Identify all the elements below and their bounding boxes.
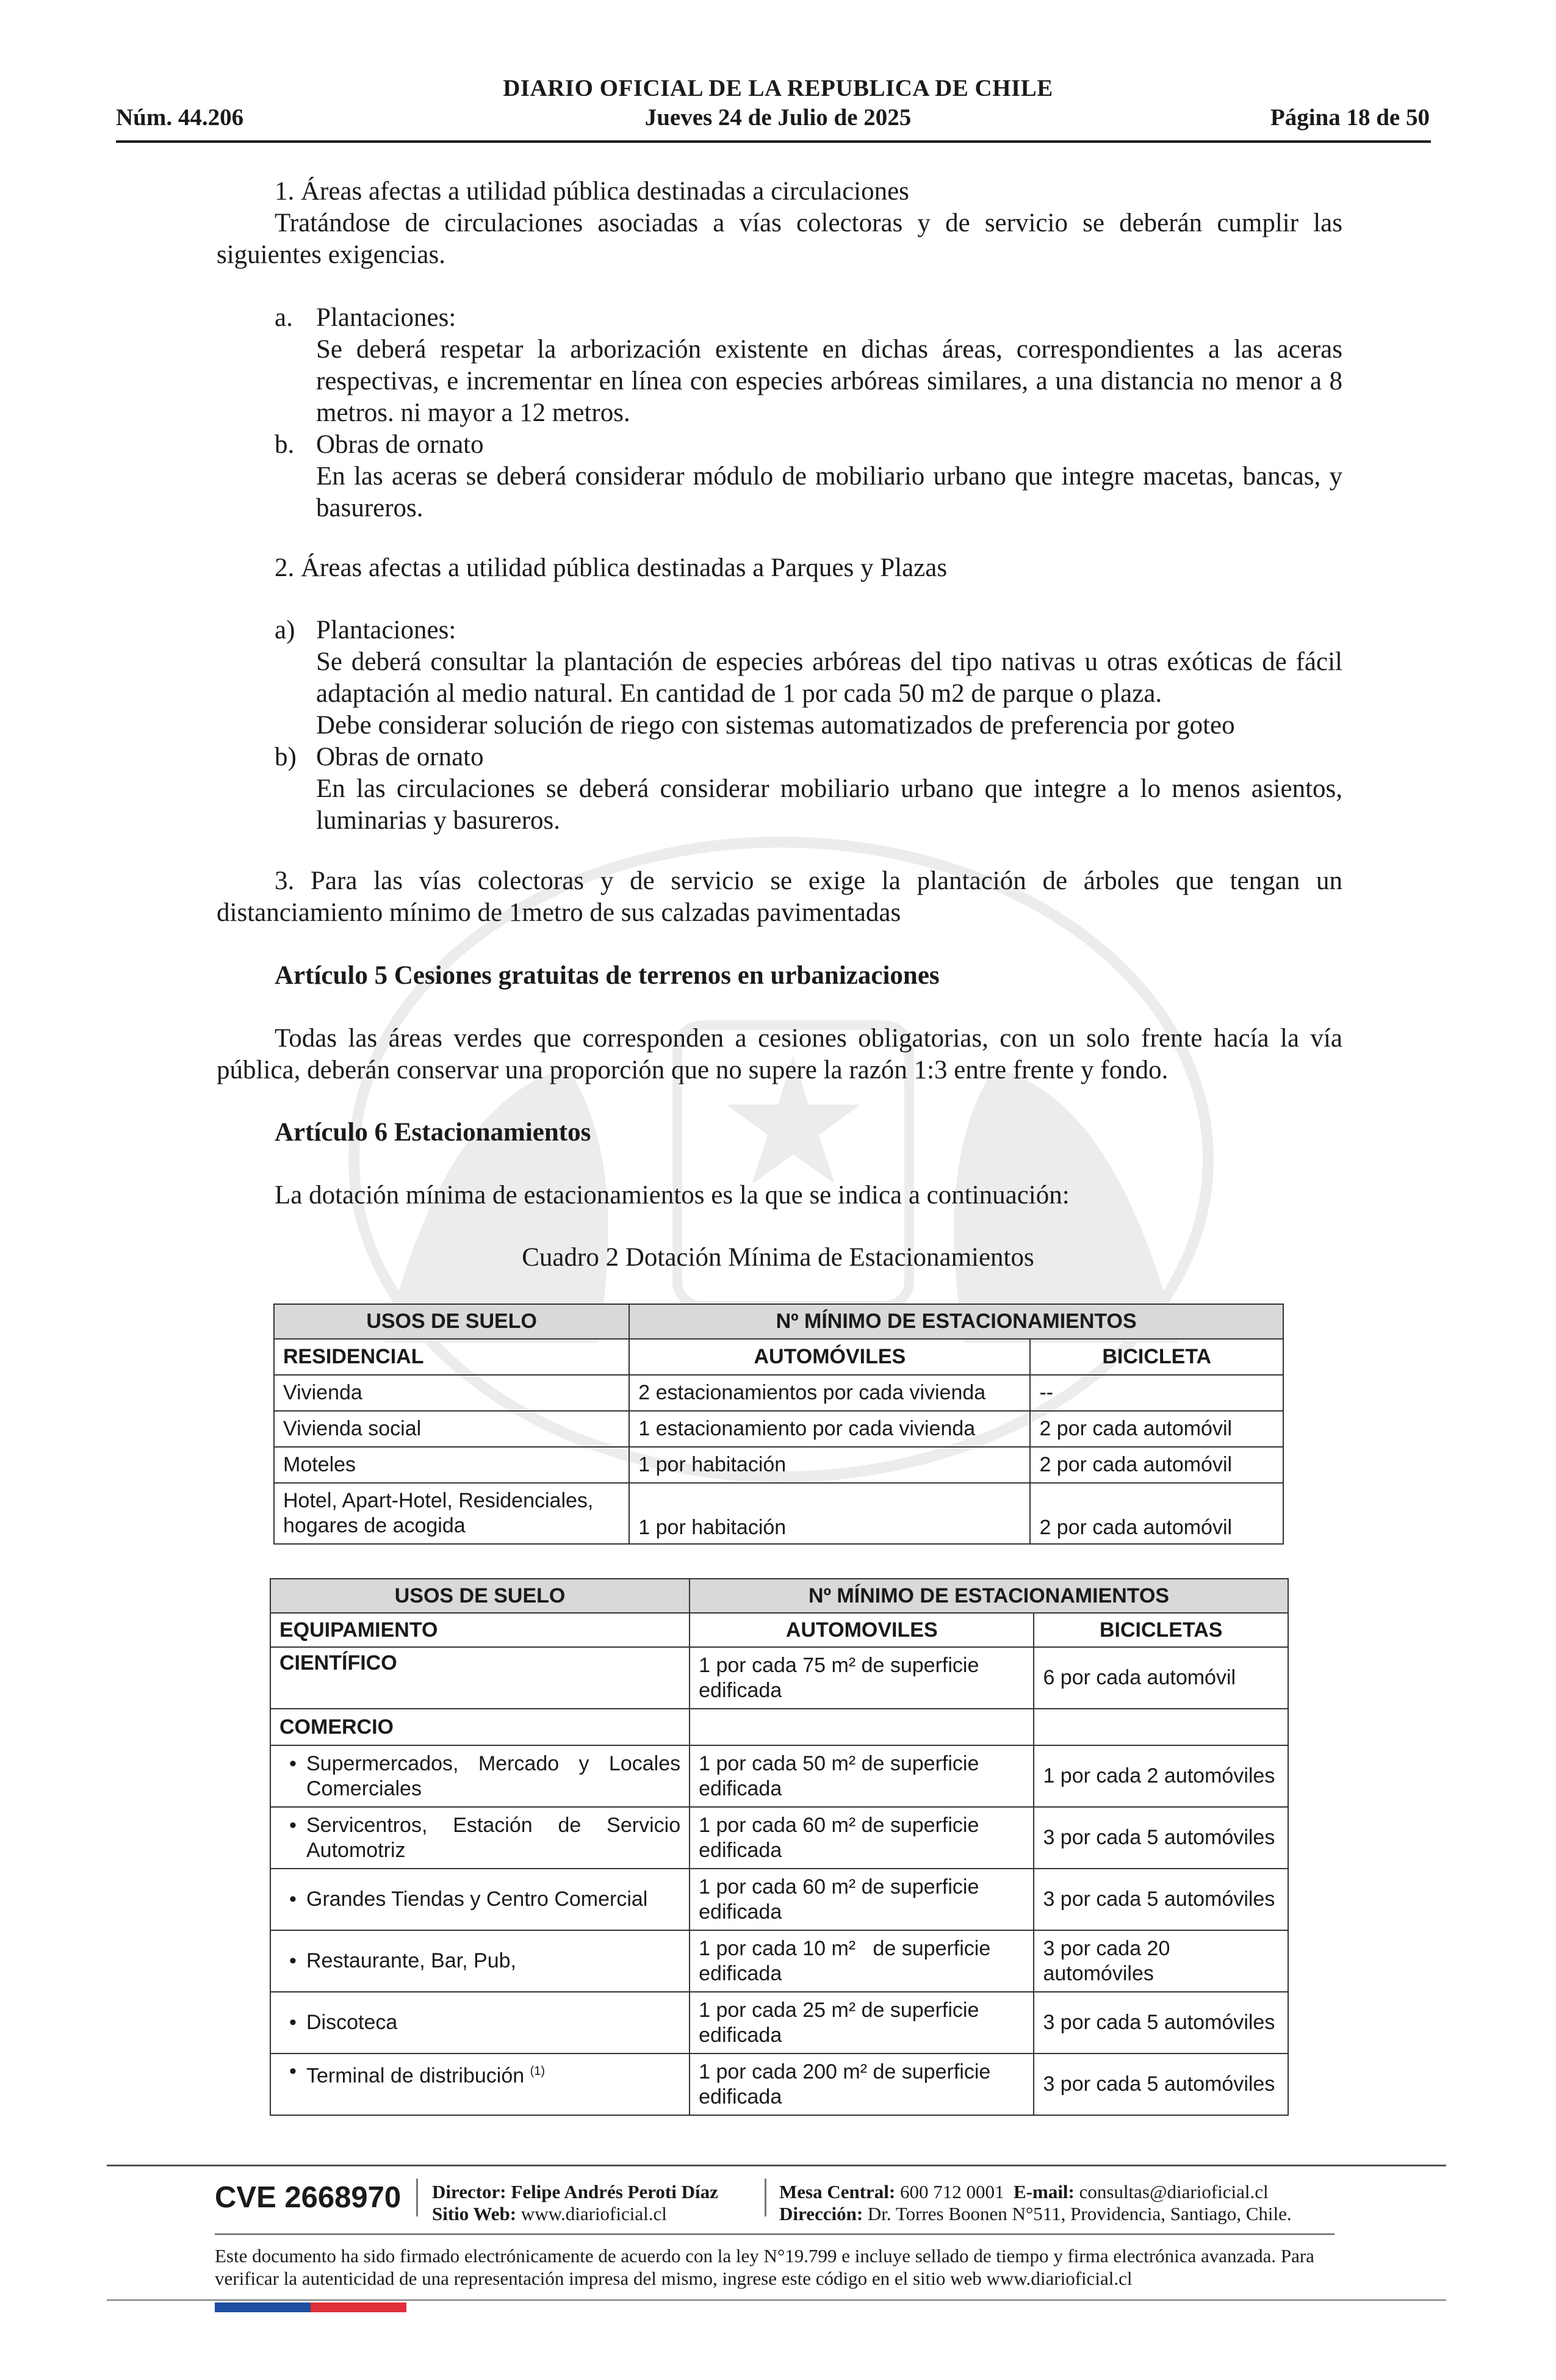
use-cell: [270, 1745, 690, 1807]
bullet-icon: •: [289, 1949, 297, 1972]
list-item-text: En las circulaciones se deberá considerar mobiliario urbano que integre a lo menos asientos, luminarias y basureros.: [316, 774, 1342, 835]
cve-code: CVE 2668970: [215, 2181, 402, 2214]
table-row: [270, 1869, 1288, 1930]
footnote-marker: (1): [530, 2064, 546, 2078]
issue-number: Núm. 44.206: [116, 104, 244, 131]
phone-label: Mesa Central:: [779, 2181, 896, 2202]
newspaper-title: DIARIO OFICIAL DE LA REPUBLICA DE CHILE: [503, 75, 1053, 101]
equipment-parking-table: [270, 1578, 1289, 2116]
phone-number: 600 712 0001: [900, 2181, 1004, 2202]
auto-cell: 1 por cada 60 m² de superficie edificada: [690, 1807, 1034, 1869]
site-link[interactable]: www.diarioficial.cl: [520, 2203, 667, 2224]
use-label: Discoteca: [306, 2011, 398, 2034]
auto-cell: 1 por cada 50 m² de superficie edificada: [690, 1745, 1034, 1807]
list-item: [275, 615, 1342, 741]
bullet-icon: •: [289, 1751, 297, 1775]
use-cell: [270, 1992, 690, 2054]
auto-cell: 1 por cada 75 m² de superficie edificada: [690, 1647, 1034, 1709]
bike-cell: 3 por cada 5 automóviles: [1034, 1869, 1288, 1930]
list-marker: a.: [275, 303, 293, 332]
subheader-cell: BICICLETA: [1030, 1339, 1283, 1375]
list-item-title: Obras de ornato: [316, 430, 484, 459]
footer-divider: [215, 2234, 1334, 2235]
article5-text: Todas las áreas verdes que corresponden a cesiones obligatorias, con un solo frente hacía la vía pública, deberán conservar una proporción que no supere la razón 1:3 entre frente y fondo.: [217, 1024, 1342, 1084]
director-label: Director:: [432, 2181, 506, 2202]
bullet-icon: •: [289, 2060, 297, 2083]
article6-text: La dotación mínima de estacionamientos es la que se indica a continuación:: [275, 1181, 1070, 1210]
section3-text: 3. Para las vías colectoras y de servicio se exige la plantación de árboles que tengan un distanciamiento mínimo de 1metro de sus calzadas pavimentadas: [217, 867, 1342, 927]
auto-cell: 1 por cada 60 m² de superficie edificada: [690, 1869, 1034, 1930]
article5-heading: Artículo 5 Cesiones gratuitas de terrenos en urbanizaciones: [275, 961, 940, 990]
auto-cell: 1 por cada 25 m² de superficie edificada: [690, 1992, 1034, 2054]
site-label: Sitio Web:: [432, 2203, 517, 2224]
flag-bar-blue: [215, 2302, 311, 2312]
residential-parking-table: [273, 1304, 1284, 1545]
bullet-icon: •: [289, 1813, 297, 1837]
table-row: [274, 1447, 1283, 1483]
section2-heading: 2. Áreas afectas a utilidad pública destinadas a Parques y Plazas: [275, 554, 948, 582]
use-cell: CIENTÍFICO: [270, 1647, 690, 1709]
subheader-cell: RESIDENCIAL: [274, 1339, 629, 1375]
use-cell: [270, 1869, 690, 1930]
auto-cell: 1 por cada 200 m² de superficie edificada: [690, 2054, 1034, 2115]
use-label: Terminal de distribución: [306, 2064, 525, 2088]
bullet-icon: •: [289, 2011, 297, 2034]
use-cell: Vivienda social: [274, 1411, 629, 1447]
table-row: [274, 1375, 1283, 1411]
footer-separator: [416, 2179, 418, 2216]
list-item-title: Plantaciones:: [316, 303, 456, 332]
address-label: Dirección:: [779, 2203, 863, 2224]
list-item: [275, 741, 1342, 837]
auto-cell: [690, 1709, 1034, 1745]
page-number: Página 18 de 50: [1270, 104, 1430, 131]
table-subheader-row: [274, 1339, 1283, 1375]
director-name: Felipe Andrés Peroti Díaz: [511, 2181, 718, 2202]
list-item-text-2: Debe considerar solución de riego con sistemas automatizados de preferencia por goteo: [316, 711, 1235, 740]
section2-list: [275, 615, 1342, 837]
use-label: Servicentros, Estación de Servicio Automotriz: [306, 1813, 681, 1862]
use-cell: Hotel, Apart-Hotel, Residenciales, hogares de acogida: [274, 1483, 629, 1544]
use-cell: [270, 1807, 690, 1869]
header-cell: Nº MÍNIMO DE ESTACIONAMIENTOS: [629, 1304, 1283, 1339]
bike-cell: 3 por cada 5 automóviles: [1034, 1992, 1288, 2054]
subheader-cell: BICICLETAS: [1034, 1613, 1288, 1647]
use-cell: COMERCIO: [270, 1709, 690, 1745]
subheader-cell: AUTOMOVILES: [690, 1613, 1034, 1647]
use-cell: Moteles: [274, 1447, 629, 1483]
use-label: Restaurante, Bar, Pub,: [306, 1949, 516, 1972]
use-cell: [270, 1930, 690, 1992]
use-label: Supermercados, Mercado y Locales Comerciales: [306, 1751, 681, 1800]
bike-cell: 3 por cada 20 automóviles: [1034, 1930, 1288, 1992]
table-row: [270, 1647, 1288, 1709]
footer-separator: [765, 2179, 766, 2216]
table-header-row: [270, 1579, 1288, 1613]
table-caption: Cuadro 2 Dotación Mínima de Estacionamientos: [522, 1243, 1034, 1272]
header-cell: Nº MÍNIMO DE ESTACIONAMIENTOS: [690, 1579, 1288, 1613]
bike-cell: 3 por cada 5 automóviles: [1034, 1807, 1288, 1869]
flag-bar-red: [311, 2302, 406, 2312]
table-row: [270, 1807, 1288, 1869]
list-marker: b.: [275, 430, 295, 459]
table-row: [270, 2054, 1288, 2115]
bike-cell: 2 por cada automóvil: [1030, 1411, 1283, 1447]
table-row: [274, 1411, 1283, 1447]
section1-heading: 1. Áreas afectas a utilidad pública destinadas a circulaciones: [275, 177, 909, 206]
table-subheader-row: [270, 1613, 1288, 1647]
table-row: [270, 1930, 1288, 1992]
header-divider: [116, 140, 1431, 143]
auto-cell: 1 por cada 10 m² de superficie edificada: [690, 1930, 1034, 1992]
footer-divider: [107, 2299, 1446, 2301]
list-item-title: Plantaciones:: [316, 616, 456, 644]
bike-cell: [1034, 1709, 1288, 1745]
footer-divider: [107, 2165, 1446, 2166]
email-label: E-mail:: [1014, 2181, 1075, 2202]
header-cell: USOS DE SUELO: [270, 1579, 690, 1613]
list-item-text: En las aceras se deberá considerar módulo de mobiliario urbano que integre macetas, bancas, y basureros.: [316, 462, 1342, 522]
table-row: [270, 1992, 1288, 2054]
header-cell: USOS DE SUELO: [274, 1304, 629, 1339]
auto-cell: 2 estacionamientos por cada vivienda: [629, 1375, 1030, 1411]
subheader-cell: EQUIPAMIENTO: [270, 1613, 690, 1647]
footer-contact-block: [779, 2181, 1365, 2225]
use-cell: Vivienda: [274, 1375, 629, 1411]
bike-cell: 6 por cada automóvil: [1034, 1647, 1288, 1709]
list-marker: a): [275, 616, 295, 644]
bike-cell: 3 por cada 5 automóviles: [1034, 2054, 1288, 2115]
legal-notice: Este documento ha sido firmado electrónicamente de acuerdo con la ley N°19.799 e incluye sellado de tiempo y firma electrónica avanzada. Para verificar la autenticidad de una representación impresa del mismo, ingrese este código en el sitio web www.diarioficial.cl: [215, 2245, 1314, 2289]
table-header-row: [274, 1304, 1283, 1339]
bike-cell: 1 por cada 2 automóviles: [1034, 1745, 1288, 1807]
auto-cell: 1 por habitación: [629, 1447, 1030, 1483]
bike-cell: 2 por cada automóvil: [1030, 1447, 1283, 1483]
bike-cell: --: [1030, 1375, 1283, 1411]
list-item-text: Se deberá consultar la plantación de especies arbóreas del tipo nativas u otras exóticas de fácil adaptación al medio natural. En cantidad de 1 por cada 50 m2 de parque o plaza.: [316, 647, 1342, 708]
footer-director-block: [432, 2181, 768, 2225]
table-row: [270, 1709, 1288, 1745]
issue-date: Jueves 24 de Julio de 2025: [644, 104, 912, 131]
auto-cell: 1 estacionamiento por cada vivienda: [629, 1411, 1030, 1447]
bullet-icon: •: [289, 1888, 297, 1911]
subheader-cell: AUTOMÓVILES: [629, 1339, 1030, 1375]
list-item: [275, 302, 1342, 429]
email-link[interactable]: consultas@diarioficial.cl: [1079, 2181, 1269, 2202]
section1-intro: Tratándose de circulaciones asociadas a vías colectoras y de servicio se deberán cumplir las siguientes exigencias.: [217, 209, 1342, 269]
section1-list: [275, 302, 1342, 524]
use-cell: [270, 2054, 690, 2115]
address-text: Dr. Torres Boonen N°511, Providencia, Santiago, Chile.: [867, 2203, 1292, 2224]
list-item-title: Obras de ornato: [316, 743, 484, 771]
bike-cell: 2 por cada automóvil: [1030, 1483, 1283, 1544]
list-item: [275, 429, 1342, 524]
table-row: [274, 1483, 1283, 1544]
table-row: [270, 1745, 1288, 1807]
auto-cell: 1 por habitación: [629, 1483, 1030, 1544]
list-marker: b): [275, 743, 297, 771]
use-label: Grandes Tiendas y Centro Comercial: [306, 1888, 648, 1911]
list-item-text: Se deberá respetar la arborización existente en dichas áreas, correspondientes a las aceras respectivas, e incrementar en línea con especies arbóreas similares, a una distancia no menor a 8 metros. ni mayor a 12 metros.: [316, 335, 1342, 427]
article6-heading: Artículo 6 Estacionamientos: [275, 1118, 591, 1147]
